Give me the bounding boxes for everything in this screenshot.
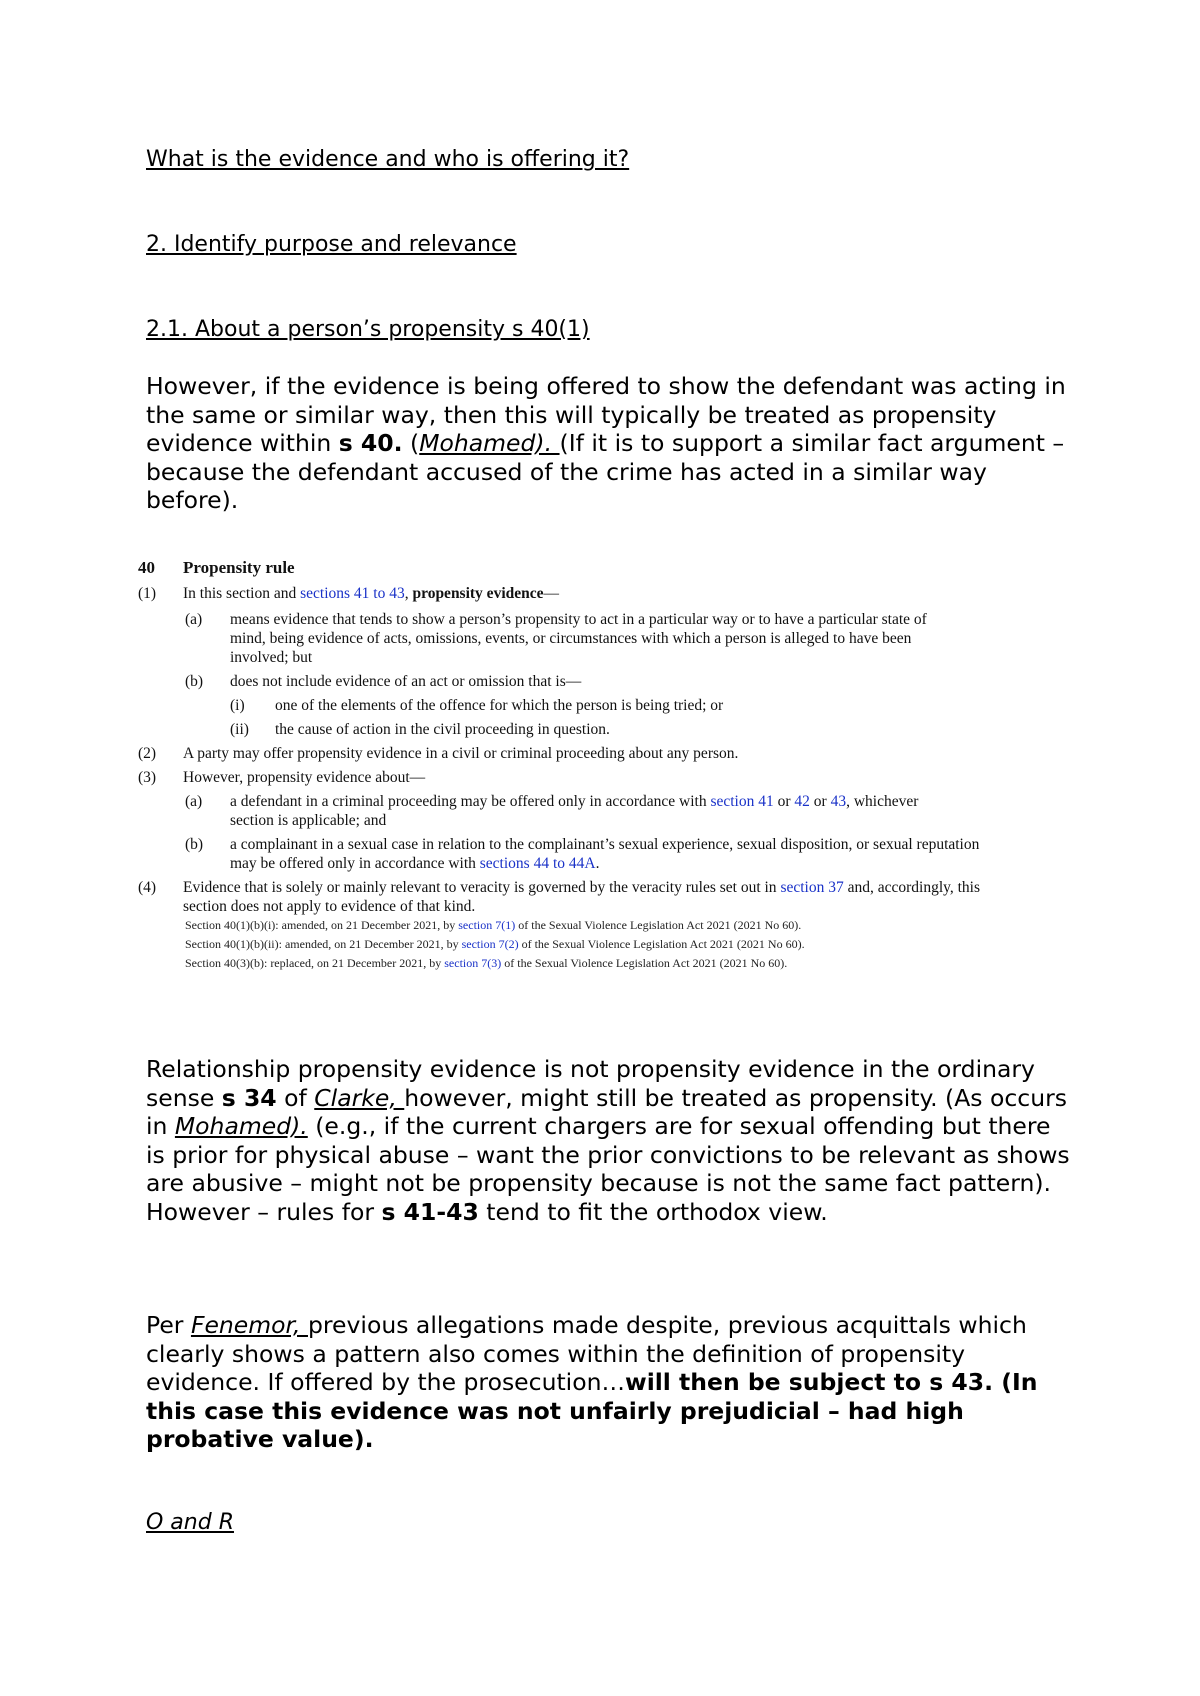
bold-section-ref: s 34 [221, 1083, 277, 1112]
section-heading-2-1: 2.1. About a person’s propensity s 40(1) [146, 317, 590, 342]
text: of the Sexual Violence Legislation Act 2021 (2021 No 60). [515, 918, 802, 932]
statute-link[interactable]: 42 [794, 793, 810, 810]
subparagraph-label: (i) [230, 697, 245, 714]
paragraph-label: (b) [185, 673, 204, 690]
subsection-label: (3) [138, 769, 157, 786]
text: a defendant in a criminal proceeding may be offered only in accordance with [230, 793, 711, 810]
bold-section-ref: s 40. [338, 429, 403, 457]
statute-link[interactable]: section 41 [710, 793, 774, 810]
text: Section 40(1)(b)(ii): amended, on 21 December 2021, by [185, 937, 462, 951]
text: previous allegations made despite, previous acquittals which clearly shows a pattern also comes within the definition of propensity evidence. If offered by the prosecution… [146, 1311, 1027, 1396]
statute-link[interactable]: 43 [830, 793, 847, 810]
text: a complainant in a sexual case in relation to the complainant’s sexual experience, sexual disposition, or sexual reputation may be offered only in accordance with [230, 836, 980, 872]
paragraph-label: (a) [185, 793, 203, 810]
text: and, accordingly, this section does not apply to evidence of that kind. [183, 879, 981, 915]
section-number: 40 [138, 558, 155, 577]
text: However, if the evidence is being offered to show the defendant was acting in the same or similar way, then this will typically be treated as propensity evidence within [146, 372, 1066, 457]
text: or [773, 793, 795, 810]
subsection-label: (2) [138, 745, 157, 762]
case-heading-o-and-r: O and R [146, 1510, 234, 1535]
case-name-fenemor: Fenemor, [190, 1311, 308, 1339]
text: ( [402, 429, 420, 457]
case-name-mohamed: Mohamed). [419, 429, 560, 457]
statute-link[interactable]: sections 41 to 43 [300, 585, 405, 602]
paragraph-label: (b) [185, 836, 204, 853]
statute-link[interactable]: section 7(2) [461, 937, 519, 951]
text: however, might still be treated as propensity. (As occurs in [146, 1083, 1068, 1140]
subsection-label: (1) [138, 585, 157, 602]
question-heading: What is the evidence and who is offering it? [146, 147, 630, 172]
text: — [543, 585, 559, 602]
section-title: Propensity rule [183, 558, 295, 577]
text: Relationship propensity evidence is not propensity evidence in the ordinary sense [146, 1055, 1035, 1112]
text: of the Sexual Violence Legislation Act 2021 (2021 No 60). [501, 956, 788, 970]
text: Section 40(1)(b)(i): amended, on 21 December 2021, by [185, 918, 459, 932]
paragraph-relationship-propensity [146, 1055, 1076, 1226]
text: . [595, 855, 600, 872]
subsection-text [183, 878, 993, 916]
paragraph-text: means evidence that tends to show a person’s propensity to act in a particular way or to have a particular state of mind, being evidence of acts, omissions, events, or circumstances with which a person is alleged to have been involved; but [230, 611, 927, 666]
paragraph-propensity [146, 372, 1076, 515]
text: tend to fit the orthodox view. [478, 1197, 828, 1226]
amendment-note [185, 954, 1038, 973]
text: , whichever section is applicable; and [230, 793, 919, 829]
paragraph-text: does not include evidence of an act or omission that is— [230, 673, 582, 690]
subsection-text [183, 584, 559, 603]
subparagraph-text: one of the elements of the offence for which the person is being tried; or [275, 697, 724, 714]
text: of the Sexual Violence Legislation Act 2021 (2021 No 60). [518, 937, 805, 951]
statute-link[interactable]: section 7(3) [444, 956, 502, 970]
bold-section-ref: s 41-43 [381, 1197, 479, 1226]
statute-link[interactable]: section 7(1) [458, 918, 516, 932]
statute-excerpt [138, 558, 1038, 973]
section-heading-2: 2. Identify purpose and relevance [146, 232, 517, 257]
subsection-label: (4) [138, 879, 157, 896]
text: of [276, 1083, 315, 1112]
amendment-note [185, 916, 1038, 935]
case-name-clarke: Clarke, [314, 1083, 405, 1112]
subsection-text: A party may offer propensity evidence in a civil or criminal proceeding about any person. [183, 745, 739, 762]
paragraph-text [230, 792, 950, 830]
text: (e.g., if the current chargers are for sexual offending but there is prior for physical abuse – want the prior convictions to be relevant as shows are abusive – might not be propensity because is not the same fact pattern). However – rules for [146, 1112, 1070, 1226]
subsection-text: However, propensity evidence about— [183, 769, 426, 786]
text: In this section and [183, 585, 301, 602]
paragraph-label: (a) [185, 611, 203, 628]
text: (If it is to support a similar fact argument – because the defendant accused of the crime has acted in a similar way before). [146, 429, 1065, 514]
case-name-mohamed: Mohamed). [174, 1112, 308, 1140]
text: Per [146, 1311, 191, 1339]
statute-link[interactable]: sections 44 to 44A [479, 855, 596, 872]
text: , [404, 585, 413, 602]
paragraph-text [230, 835, 1000, 873]
subparagraph-text: the cause of action in the civil proceeding in question. [275, 721, 610, 738]
statute-link[interactable]: section 37 [780, 879, 844, 896]
text: Evidence that is solely or mainly relevant to veracity is governed by the veracity rules set out in [183, 879, 781, 896]
paragraph-fenemor [146, 1311, 1076, 1454]
bold-conclusion: will then be subject to s 43. (In this case this evidence was not unfairly prejudicial – had high probative value). [146, 1368, 1038, 1453]
text: Section 40(3)(b): replaced, on 21 December 2021, by [185, 956, 445, 970]
defined-term: propensity evidence [412, 585, 544, 602]
subparagraph-label: (ii) [230, 721, 249, 738]
text: or [809, 793, 831, 810]
amendment-note [185, 935, 1038, 954]
